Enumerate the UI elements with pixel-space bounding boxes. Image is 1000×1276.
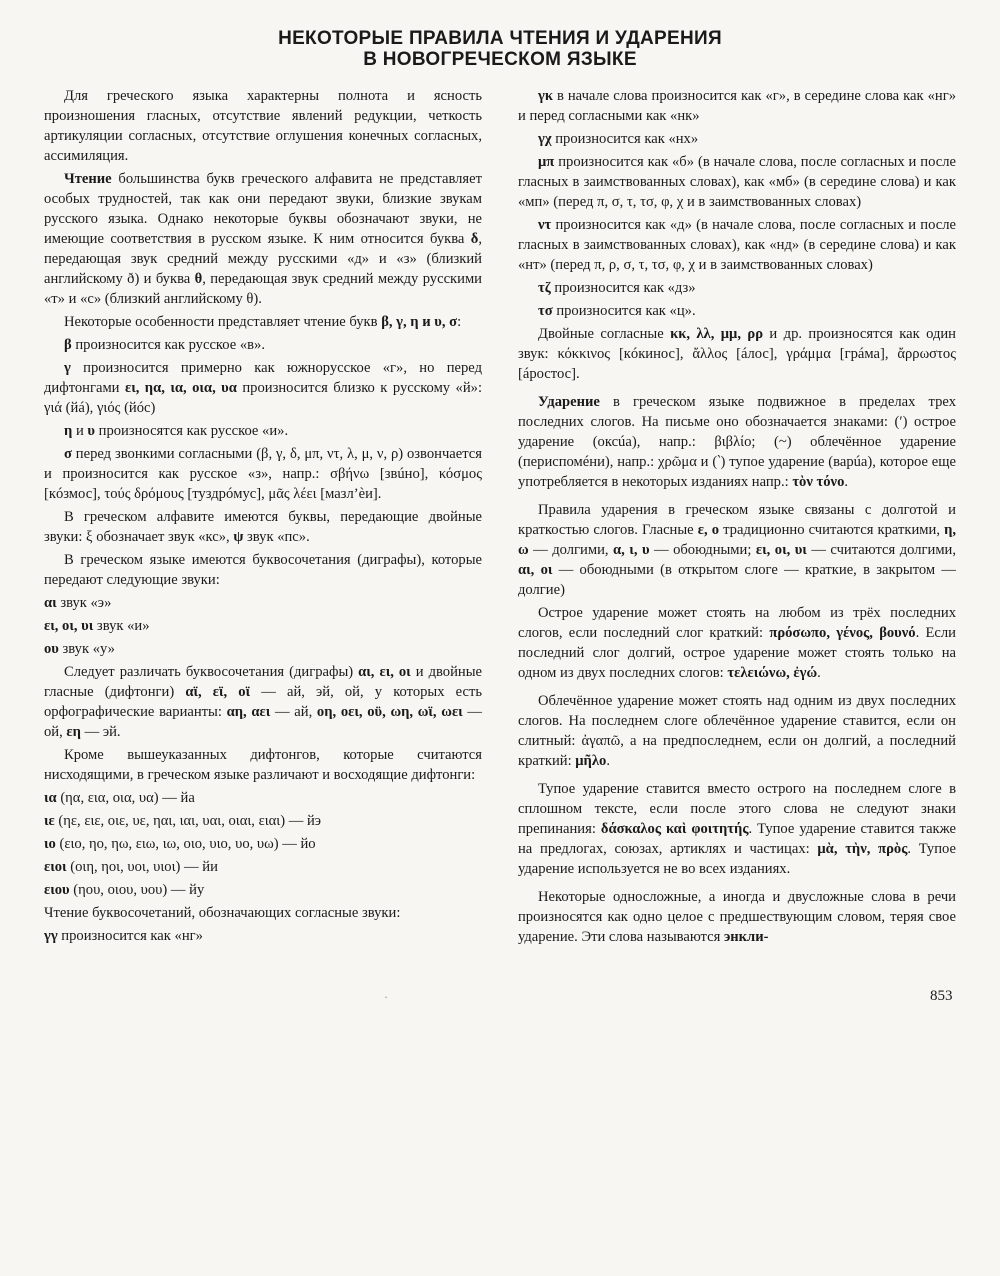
consonant-tz: τζ произносится как «дз» [538,280,696,296]
digraph-ei: ει, οι, υι звук «и» [44,618,150,634]
paragraph-stress-length: Правила ударения в греческом языке связаны с долготой и краткостью слогов. Гласные ε, ο традиционно считаются краткими, η, ω — долгими, α, ι, υ — обоюдными; ει, οι, υι — считаются долгими, αι, οι — обоюдными (в открытом слоге — краткие, в закрытом — долгие) [518,502,957,598]
paragraph-enclitics: Некоторые односложные, а иногда и двусложные слова в речи произносятся как одно целое с предшествующим словом, теряя свое ударение. Эти слова называются энкли- [518,889,956,945]
paragraph-letters: Некоторые особенности представляет чтение букв β, γ, η и υ, σ: [64,314,462,330]
two-column-body [44,86,956,950]
consonant-gch: γχ произносится как «нх» [538,131,699,147]
title-line-2: В НОВОГРЕЧЕСКОМ ЯЗЫКЕ [363,49,637,70]
paragraph-circumflex: Облечённое ударение может стоять над одним из двух последних слогов. На последнем слоге облечённое ударение ставится, если он слитный: ἀγαπῶ, а на предпоследнем, если он долгий, а последний краткий: μῆλο. [518,693,956,769]
right-column [518,86,956,950]
page-number: 853 [930,988,953,1004]
consonant-nt: ντ произносится как «д» (в начале слова, после согласных и после гласных в заимствованных словах), как «нд» (в середине слова) и как «нт» (перед π, ρ, σ, τ, τσ, φ, χ и в заимствованных словах) [518,217,956,273]
rising-ie: ιε (ηε, ειε, οιε, υε, ηαι, ιαι, υαι, οιαι, ειαι) — йэ [44,813,322,829]
digraph-ou: ου звук «у» [44,641,115,657]
rule-sigma: σ перед звонкими согласными (β, γ, δ, μπ, ντ, λ, μ, ν, ρ) озвончается и произносится как русское «з», напр.: σβήνω [звúно], κόσμος [кóзмос], τούς δρόμους [туздрóмус], μᾶς λέει [мазл’ѐи]. [44,446,482,502]
page-title [44,28,956,70]
paragraph-consonants: Чтение буквосочетаний, обозначающих согласные звуки: [44,905,401,921]
paragraph-double-consonants: Двойные согласные κκ, λλ, μμ, ρρ и др. произносятся как один звук: κόκκινος [кóкинос], ἄλλος [áлос], γράμμα [грáма], ἄρρωστος [áростос]. [518,326,956,382]
paragraph-intro: Для греческого языка характерны полнота и ясность произношения гласных, отсутствие явлений редукции, четкость артикуляции согласных, отсутствие оглушения конечных согласных, ассимиляция. [44,88,482,164]
paragraph-digraphs: В греческом языке имеются буквосочетания (диграфы), которые передают следующие звуки: [44,552,482,588]
rule-beta: β произносится как русское «в». [64,337,266,353]
paragraph-stress: Ударение в греческом языке подвижное в пределах трех последних слогов. На письме оно обозначается знаками: (′) острое ударение (оксúа), напр.: βιβλίο; (~) облечённое ударение (периспомéни), напр.: χρῶμα и (‵) тупое ударение (варúа), которое еще употребляется в некоторых изданиях напр.: τὸν τόνο. [518,394,956,490]
paragraph-reading: Чтение большинства букв греческого алфавита не представляет особых трудностей, так как они передают звуки, близкие звукам русского языка. Однако некоторые буквы обозначают звуки, не имеющие соответствия в русском языке. К ним относится буква δ, передающая звук средний между русскими «д» и «з» (близкий английскому ð) и буква θ, передающая звук средний между русскими «т» и «с» (близкий английскому θ). [44,171,482,307]
digraph-ai: αι звук «э» [44,595,112,611]
stray-mark: · [384,990,388,1004]
rising-ia: ια (ηα, εια, οια, υα) — йа [44,790,195,806]
rule-gamma: γ произносится примерно как южнорусское «г», но перед дифтонгами ει, ηα, ια, οια, υα произносится близко к русскому «й»: γιά (йá), γιός (йóс) [44,360,483,416]
paragraph-acute: Острое ударение может стоять на любом из трёх последних слогов, если последний слог краткий: πρόσωπο, γένος, βουνό. Если последний слог долгий, острое ударение может стоять только на одном из двух последних слогов: τελειώνω, ἐγώ. [518,605,956,681]
consonant-gk: γκ в начале слова произносится как «г», в середине слова как «нг» и перед согласными как «нк» [518,88,956,124]
consonant-mp: μπ произносится как «б» (в начале слова, после согласных и после гласных в заимствованных словах), как «мб» (в середине слова) и как «мп» (перед π, σ, τ, τσ, φ, χ и в заимствованных словах) [518,154,956,210]
rising-eiou: ειου (ηου, οιου, υου) — йу [44,882,205,898]
consonant-gg: γγ произносится как «нг» [44,928,203,944]
paragraph-diphthongs: Следует различать буквосочетания (диграфы) αι, ει, οι и двойные гласные (дифтонги) αϊ, εϊ, οϊ — ай, эй, ой, у которых есть орфографические варианты: αη, αει — ай, οη, οει, οϋ, ωη, ωϊ, ωει — ой, εη — эй. [44,664,483,740]
left-column [44,86,482,950]
rising-eioi: ειοι (οιη, ηοι, υοι, υιοι) — йи [44,859,218,875]
paragraph-double-letters: В греческом алфавите имеются буквы, передающие двойные звуки: ξ обозначает звук «кс», ψ звук «пс». [44,509,482,545]
paragraph-rising-diphthongs: Кроме вышеуказанных дифтонгов, которые считаются нисходящими, в греческом языке различают и восходящие дифтонги: [44,747,482,783]
title-line-1: НЕКОТОРЫЕ ПРАВИЛА ЧТЕНИЯ И УДАРЕНИЯ [278,28,722,49]
rule-eta-upsilon: η и υ произносятся как русское «и». [64,423,289,439]
paragraph-grave: Тупое ударение ставится вместо острого на последнем слоге в сплошном тексте, если после этого слова не следуют знаки препинания: δάσκαλος καὶ φοιτητής. Тупое ударение ставится также на предлогах, союзах, артиклях и частицах: μὰ, τὴν, πρὸς. Тупое ударение используется не во всех изданиях. [518,781,957,877]
rising-io: ιο (ειο, ηο, ηω, ειω, ιω, οιο, υιο, υο, υω) — йо [44,836,316,852]
consonant-ts: τσ произносится как «ц». [538,303,696,319]
